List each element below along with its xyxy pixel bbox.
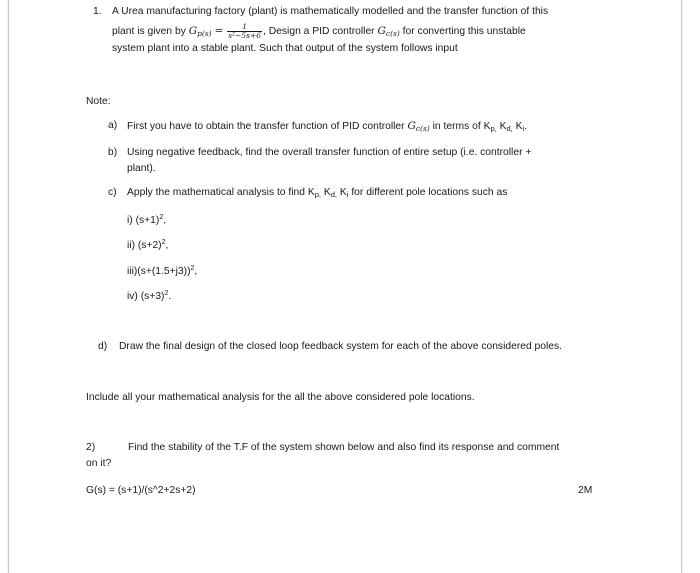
ki-c: K	[339, 187, 347, 198]
kd-c: K	[323, 187, 331, 198]
q1-line3: system plant into a stable plant. Such that output of the system follows input	[112, 43, 458, 54]
q1-number: 1.	[93, 6, 102, 17]
note-a-label: a)	[108, 120, 118, 131]
q2-marks: 2M	[578, 485, 593, 496]
kp-subscript-c: p,	[314, 190, 321, 199]
kd-subscript-c: d,	[330, 190, 338, 199]
note-d-text: Draw the final design of the closed loop feedback system for each of the above considered poles.	[119, 341, 563, 352]
ki-subscript-c: i	[346, 190, 349, 199]
ki-a: K	[515, 121, 523, 132]
gc-subscript-a: c(s)	[415, 124, 430, 133]
q1-line2-post: for converting this unstable	[402, 26, 526, 38]
pole-item: i) $(s+1)^2$,	[127, 214, 167, 226]
pole-item: $iii)(s+(1.5+j3))^2$,	[127, 265, 198, 277]
note-c-post: for different pole locations such as	[351, 187, 508, 198]
fraction-numerator: 1	[227, 23, 262, 32]
equals-sign: =	[214, 25, 224, 38]
note-a-pre: First you have to obtain the transfer function of PID controller	[127, 121, 405, 132]
q1-line2-pre: plant is given by	[112, 26, 186, 38]
note-a-end: .	[524, 121, 528, 132]
note-a-text	[127, 119, 527, 136]
q2-line1: Find the stability of the T.F of the system shown below and also find its response and comment	[128, 442, 560, 453]
gc-subscript: c(s)	[385, 29, 400, 39]
q2-line2: on it?	[86, 458, 112, 469]
q1-line1: A Urea manufacturing factory (plant) is mathematically modelled and the transfer function of this	[112, 6, 549, 17]
include-instruction: Include all your mathematical analysis for the all the above considered pole locations.	[86, 392, 475, 403]
note-c-text	[127, 186, 507, 202]
plant-fraction	[227, 23, 262, 40]
ki-subscript-a: i	[522, 124, 525, 133]
note-d-label: d)	[98, 341, 108, 352]
kp-subscript-a: p,	[490, 124, 497, 133]
pole-item: iv) $(s+3)^2$.	[127, 290, 172, 302]
q1-line2-mid: , Design a PID controller	[263, 26, 375, 38]
fraction-denominator: s²−5s+6	[228, 31, 262, 40]
pole-item: ii) $(s+2)^2$,	[127, 239, 169, 251]
note-heading: Note:	[86, 96, 111, 107]
gc-symbol-a: G	[407, 120, 416, 132]
gp-symbol: G	[188, 25, 198, 38]
document-page	[8, 0, 682, 573]
note-c-label: c)	[108, 187, 117, 198]
gc-symbol: G	[377, 25, 386, 38]
note-b-line1: Using negative feedback, find the overall transfer function of entire setup (i.e. controller +	[127, 147, 532, 158]
gp-subscript: p(s)	[197, 29, 212, 39]
kd-subscript-a: d,	[506, 124, 513, 133]
q1-line2	[112, 23, 526, 41]
q2-number: 2)	[86, 442, 96, 453]
kd-a: K	[499, 121, 507, 132]
note-c-pre: Apply the mathematical analysis to find K	[127, 187, 315, 198]
note-a-mid: in terms of K	[432, 121, 491, 132]
q2-equation: G(s) = (s+1)/(s^2+2s+2)	[86, 485, 196, 496]
note-b-line2: plant).	[127, 163, 156, 174]
note-b-label: b)	[108, 147, 118, 158]
